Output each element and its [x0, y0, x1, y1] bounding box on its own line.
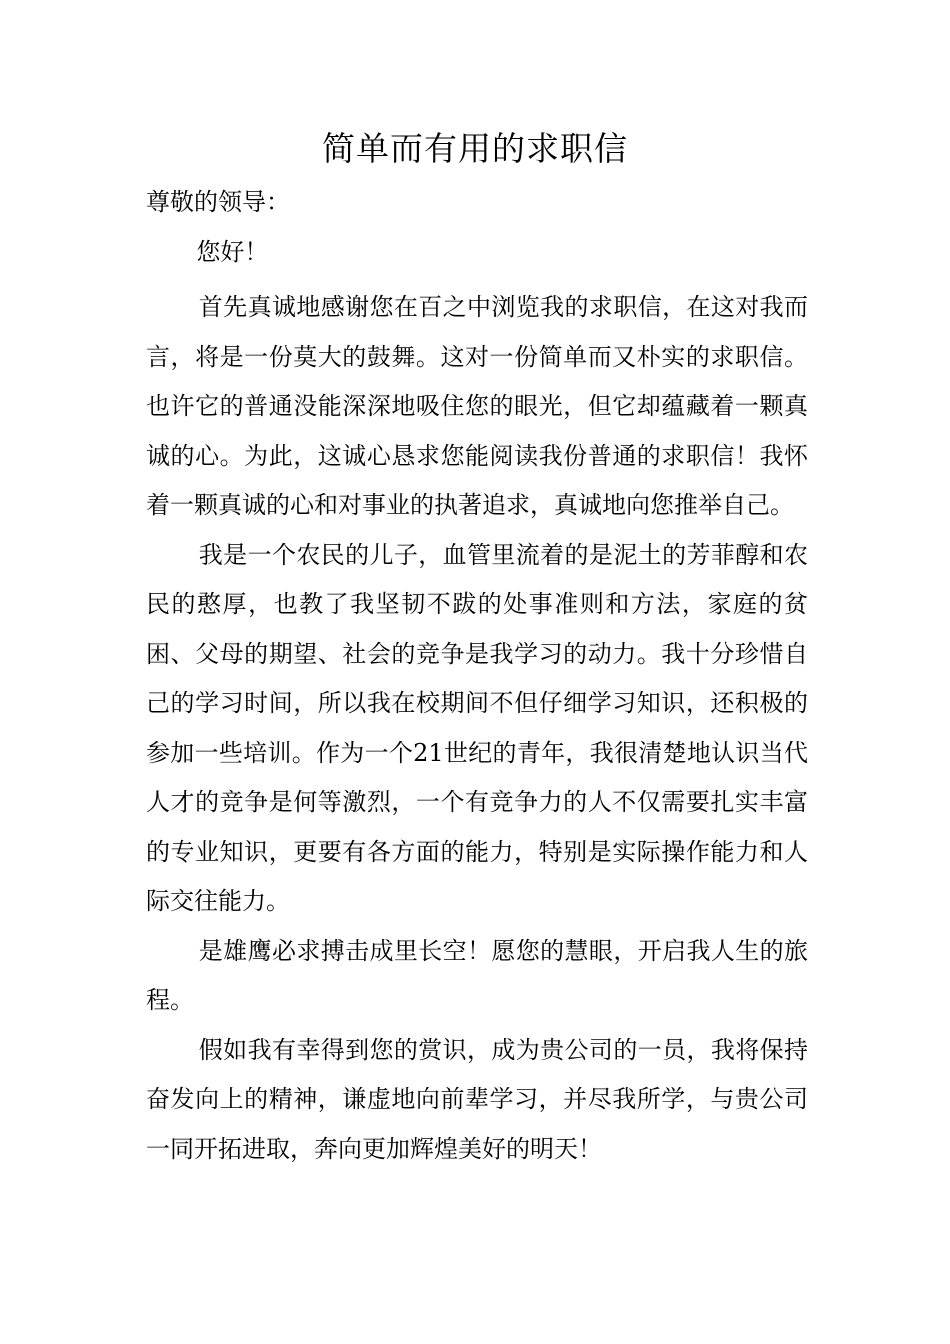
paragraph-1: 首先真诚地感谢您在百之中浏览我的求职信，在这对我而言，将是一份莫大的鼓舞。这对一份简单而又朴实的求职信。也许它的普通没能深深地吸住您的眼光，但它却蕴藏着一颗真诚的心。为此，这诚心恳求您能阅读我份普通的求职信！我怀着一颗真诚的心和对事业的执著追求，真诚地向您推举自己。	[146, 293, 808, 519]
paragraph-4: 假如我有幸得到您的赏识，成为贵公司的一员，我将保持奋发向上的精神，谦虚地向前辈学习，并尽我所学，与贵公司一同开拓进取，奔向更加辉煌美好的明天！	[146, 1035, 808, 1163]
greeting: 您好！	[196, 237, 269, 266]
salutation: 尊敬的领导：	[146, 188, 290, 216]
document-title: 简单而有用的求职信	[322, 129, 628, 168]
paragraph-3: 是雄鹰必求搏击成里长空！愿您的慧眼，开启我人生的旅程。	[146, 936, 808, 1014]
letter-body	[146, 178, 808, 1174]
paragraph-2: 我是一个农民的儿子，血管里流着的是泥土的芳菲醇和农民的憨厚，也教了我坚韧不跋的处事准则和方法，家庭的贫困、父母的期望、社会的竞争是我学习的动力。我十分珍惜自己的学习时间，所以我在校期间不但仔细学习知识，还积极的参加一些培训。作为一个21世纪的青年，我很清楚地认识当代人才的竞争是何等激烈，一个有竞争力的人不仅需要扎实丰富的专业知识，更要有各方面的能力，特别是实际操作能力和人际交往能力。	[146, 540, 808, 915]
